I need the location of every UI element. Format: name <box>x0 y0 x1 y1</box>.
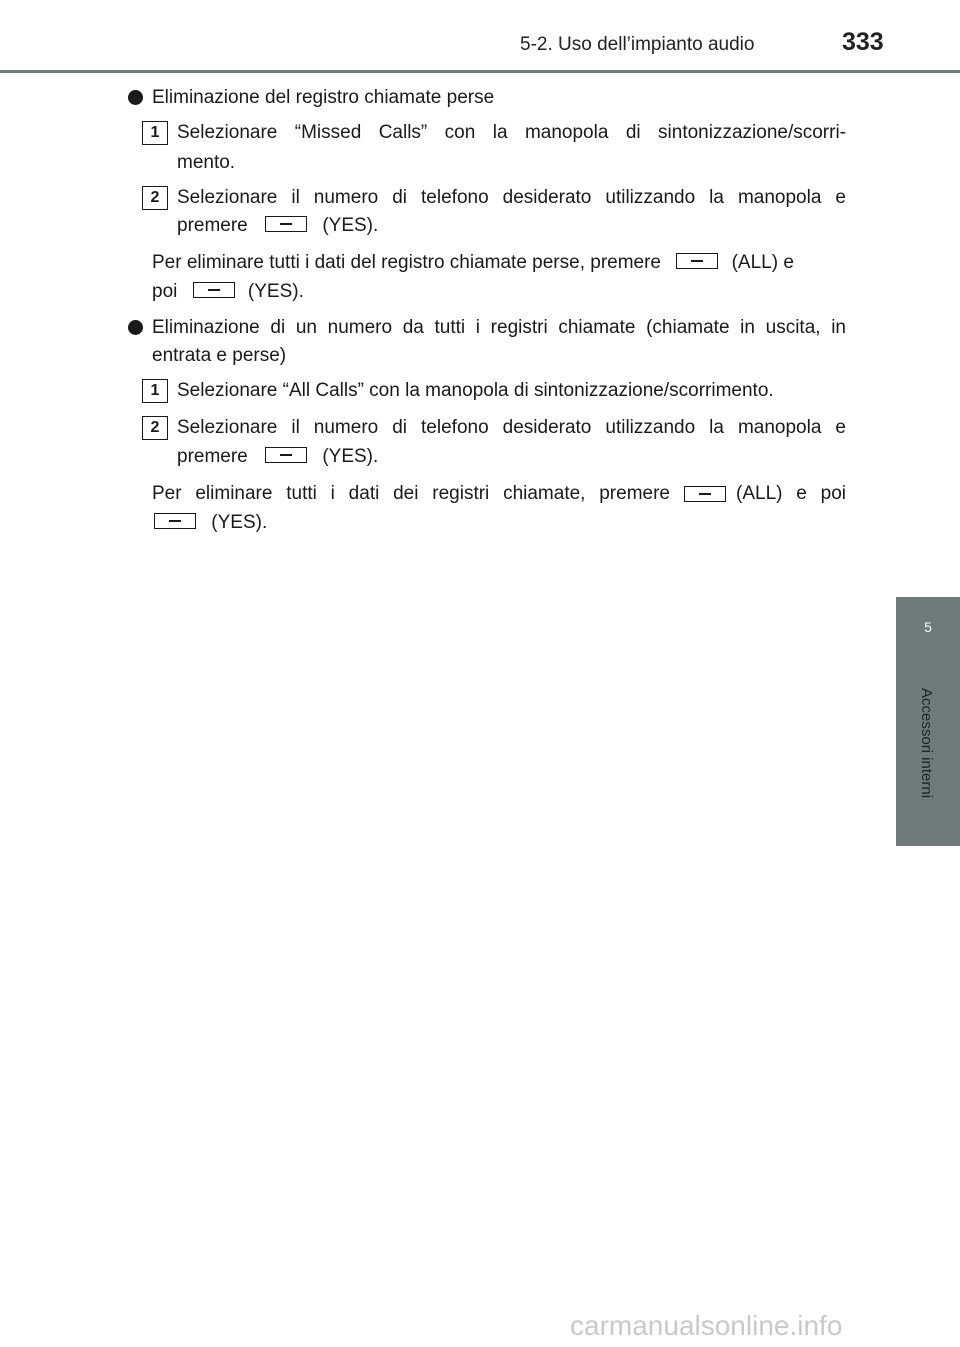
chapter-tab <box>896 597 960 679</box>
button-icon <box>676 253 718 269</box>
step-text: premere <box>177 215 248 236</box>
header-rule <box>0 70 960 73</box>
watermark: carmanualsonline.info <box>570 1310 843 1341</box>
step-text: (YES). <box>322 215 379 236</box>
step-text: Selezionare “Missed Calls” con la manopola di sintonizzazione/scorri- <box>177 122 846 143</box>
chapter-number: 5 <box>924 619 932 635</box>
button-icon <box>265 447 307 463</box>
step-text: Selezionare “All Calls” con la manopola di sintonizzazione/scorrimento. <box>177 380 774 401</box>
button-icon <box>193 282 235 298</box>
section-title: Eliminazione del registro chiamate perse <box>152 87 495 108</box>
step-text-line <box>177 444 378 470</box>
note-text: (YES). <box>247 281 304 302</box>
note-text: Per eliminare tutti i dati del registro chiamate perse, premere <box>152 252 662 273</box>
bullet-icon <box>128 320 143 335</box>
step-number: 2 <box>142 416 168 440</box>
step-text-line <box>177 213 378 239</box>
bullet-icon <box>128 90 143 105</box>
step-number: 1 <box>142 379 168 403</box>
header-section-title: 5-2. Uso dell’impianto audio <box>520 34 755 55</box>
step-text: (YES). <box>322 446 379 467</box>
step-number: 1 <box>142 121 168 145</box>
note-line <box>152 250 794 276</box>
section-title: entrata e perse) <box>152 345 287 366</box>
button-icon <box>265 216 307 232</box>
note-text: (ALL) e poi <box>736 483 846 504</box>
button-icon <box>684 486 726 502</box>
page-number: 333 <box>842 28 884 56</box>
note-line <box>152 510 267 536</box>
note-text: (YES). <box>211 512 268 533</box>
button-icon <box>154 513 196 529</box>
step-text: Selezionare il numero di telefono desiderato utilizzando la manopola e <box>177 187 846 208</box>
step-text: Selezionare il numero di telefono desiderato utilizzando la manopola e <box>177 417 846 438</box>
chapter-label: Accessori interni <box>918 688 935 799</box>
section-title: Eliminazione di un numero da tutti i registri chiamate (chiamate in uscita, in <box>152 317 846 338</box>
note-line <box>152 279 304 305</box>
note-text: Per eliminare tutti i dati dei registri chiamate, premere <box>152 483 670 504</box>
note-text: (ALL) e <box>731 252 794 273</box>
note-text: poi <box>152 281 178 302</box>
note-line <box>152 481 846 507</box>
step-text: mento. <box>177 152 236 173</box>
step-number: 2 <box>142 186 168 210</box>
step-text: premere <box>177 446 248 467</box>
